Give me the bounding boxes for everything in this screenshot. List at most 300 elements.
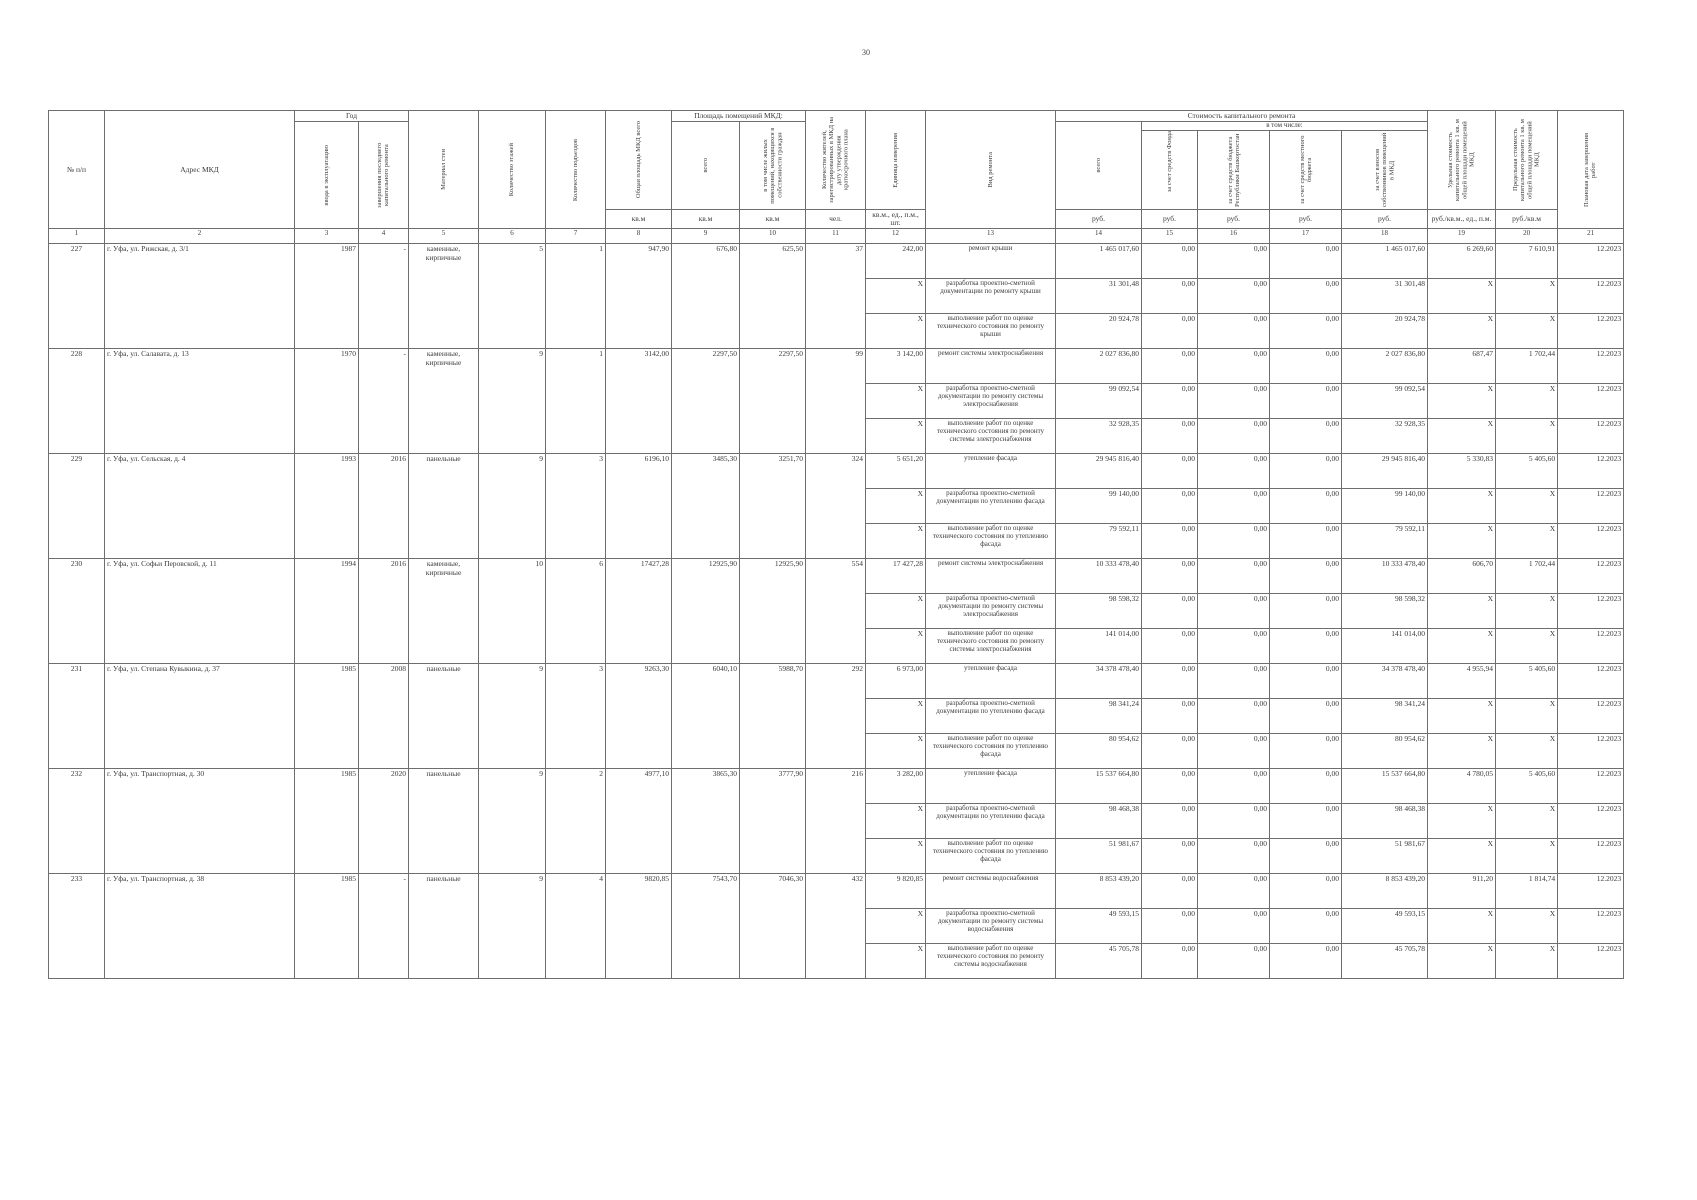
cost-total-cell: 20 924,78	[1056, 314, 1142, 349]
specific-cost-cell: 606,70	[1428, 559, 1496, 594]
plan-date-cell: 12.2023	[1558, 559, 1624, 594]
year-last-repair-cell: -	[359, 349, 409, 454]
cost-local-cell: 0,00	[1270, 769, 1342, 804]
cost-total-cell: 10 333 478,40	[1056, 559, 1142, 594]
cost-owners-cell: 80 954,62	[1342, 734, 1428, 769]
cost-fund-cell: 0,00	[1142, 734, 1198, 769]
max-cost-cell: X	[1496, 944, 1558, 979]
specific-cost-cell: 6 269,60	[1428, 244, 1496, 279]
unit-specific-cost: руб./кв.м., ед., п.м.	[1428, 209, 1496, 229]
max-cost-cell: 1 702,44	[1496, 559, 1558, 594]
entrances-cell: 6	[546, 559, 606, 664]
table-header	[49, 111, 1624, 244]
cost-fund-cell: 0,00	[1142, 244, 1198, 279]
header-premises-area: Площадь помещений МКД:	[672, 111, 806, 122]
specific-cost-cell: X	[1428, 699, 1496, 734]
max-cost-cell: X	[1496, 629, 1558, 664]
column-number: 2	[105, 229, 295, 244]
cost-owners-cell: 32 928,35	[1342, 419, 1428, 454]
header-unit: Единица измерения	[866, 111, 926, 210]
max-cost-cell: X	[1496, 804, 1558, 839]
cost-fund-cell: 0,00	[1142, 279, 1198, 314]
cost-owners-cell: 45 705,78	[1342, 944, 1428, 979]
unit-value-cell: X	[866, 909, 926, 944]
cost-total-cell: 49 593,15	[1056, 909, 1142, 944]
cost-owners-cell: 49 593,15	[1342, 909, 1428, 944]
max-cost-cell: X	[1496, 839, 1558, 874]
plan-date-cell: 12.2023	[1558, 419, 1624, 454]
unit-value-cell: X	[866, 944, 926, 979]
cost-fund-cell: 0,00	[1142, 909, 1198, 944]
repair-type-cell: разработка проектно-сметной документации по утеплению фасада	[926, 489, 1056, 524]
cost-local-cell: 0,00	[1270, 839, 1342, 874]
plan-date-cell: 12.2023	[1558, 909, 1624, 944]
max-cost-cell: X	[1496, 279, 1558, 314]
cost-local-cell: 0,00	[1270, 909, 1342, 944]
specific-cost-cell: 4 955,94	[1428, 664, 1496, 699]
entrances-cell: 3	[546, 454, 606, 559]
header-year-commission: ввода в эксплуатацию	[295, 122, 359, 229]
repair-type-cell: разработка проектно-сметной документации по утеплению фасада	[926, 804, 1056, 839]
unit-unit: кв.м., ед., п.м., шт.	[866, 209, 926, 229]
cost-republic-cell: 0,00	[1198, 699, 1270, 734]
max-cost-cell: 5 405,60	[1496, 769, 1558, 804]
plan-date-cell: 12.2023	[1558, 279, 1624, 314]
unit-value-cell: X	[866, 489, 926, 524]
table-row	[49, 664, 1624, 699]
plan-date-cell: 12.2023	[1558, 874, 1624, 909]
cost-total-cell: 141 014,00	[1056, 629, 1142, 664]
cost-owners-cell: 99 092,54	[1342, 384, 1428, 419]
year-last-repair-cell: -	[359, 874, 409, 979]
cost-owners-cell: 31 301,48	[1342, 279, 1428, 314]
year-commission-cell: 1985	[295, 664, 359, 769]
repair-type-cell: разработка проектно-сметной документации по ремонту крыши	[926, 279, 1056, 314]
cost-total-cell: 98 341,24	[1056, 699, 1142, 734]
max-cost-cell: 7 610,91	[1496, 244, 1558, 279]
total-area-cell: 3142,00	[606, 349, 672, 454]
cost-local-cell: 0,00	[1270, 594, 1342, 629]
cost-owners-cell: 79 592,11	[1342, 524, 1428, 559]
premises-residential-cell: 12925,90	[740, 559, 806, 664]
floors-cell: 5	[479, 244, 546, 349]
cost-owners-cell: 34 378 478,40	[1342, 664, 1428, 699]
unit-value-cell: X	[866, 384, 926, 419]
unit-value-cell: 5 651,20	[866, 454, 926, 489]
cost-local-cell: 0,00	[1270, 664, 1342, 699]
total-area-cell: 17427,28	[606, 559, 672, 664]
header-entrances: Количество подъездов	[546, 111, 606, 229]
cost-local-cell: 0,00	[1270, 524, 1342, 559]
unit-value-cell: X	[866, 839, 926, 874]
entrances-cell: 3	[546, 664, 606, 769]
repair-type-cell: разработка проектно-сметной документации по ремонту системы электроснабжения	[926, 594, 1056, 629]
unit-value-cell: 6 973,00	[866, 664, 926, 699]
unit-cost-total: руб.	[1056, 209, 1142, 229]
cost-republic-cell: 0,00	[1198, 734, 1270, 769]
specific-cost-cell: X	[1428, 909, 1496, 944]
cost-total-cell: 45 705,78	[1056, 944, 1142, 979]
premises-total-cell: 3865,30	[672, 769, 740, 874]
row-number: 231	[49, 664, 105, 769]
year-commission-cell: 1993	[295, 454, 359, 559]
column-number: 1	[49, 229, 105, 244]
cost-owners-cell: 1 465 017,60	[1342, 244, 1428, 279]
repair-type-cell: выполнение работ по оценке технического состояния по ремонту крыши	[926, 314, 1056, 349]
cost-republic-cell: 0,00	[1198, 629, 1270, 664]
plan-date-cell: 12.2023	[1558, 769, 1624, 804]
column-number: 20	[1496, 229, 1558, 244]
premises-total-cell: 6040,10	[672, 664, 740, 769]
cost-local-cell: 0,00	[1270, 489, 1342, 524]
repair-type-cell: ремонт системы электроснабжения	[926, 559, 1056, 594]
cost-owners-cell: 141 014,00	[1342, 629, 1428, 664]
table-row	[49, 454, 1624, 489]
unit-cost-republic: руб.	[1198, 209, 1270, 229]
cost-total-cell: 34 378 478,40	[1056, 664, 1142, 699]
header-wall-material: Материал стен	[409, 111, 479, 229]
max-cost-cell: X	[1496, 594, 1558, 629]
plan-date-cell: 12.2023	[1558, 839, 1624, 874]
column-number: 6	[479, 229, 546, 244]
plan-date-cell: 12.2023	[1558, 454, 1624, 489]
floors-cell: 9	[479, 349, 546, 454]
cost-total-cell: 51 981,67	[1056, 839, 1142, 874]
max-cost-cell: X	[1496, 734, 1558, 769]
plan-date-cell: 12.2023	[1558, 244, 1624, 279]
cost-local-cell: 0,00	[1270, 734, 1342, 769]
wall-material-cell: каменные, кирпичные	[409, 244, 479, 349]
entrances-cell: 1	[546, 349, 606, 454]
header-plan-date: Плановая дата завершения работ	[1558, 111, 1624, 229]
cost-fund-cell: 0,00	[1142, 594, 1198, 629]
cost-republic-cell: 0,00	[1198, 664, 1270, 699]
cost-fund-cell: 0,00	[1142, 874, 1198, 909]
year-last-repair-cell: 2016	[359, 454, 409, 559]
cost-owners-cell: 98 341,24	[1342, 699, 1428, 734]
specific-cost-cell: X	[1428, 594, 1496, 629]
address-cell: г. Уфа, ул. Сельская, д. 4	[105, 454, 295, 559]
year-commission-cell: 1994	[295, 559, 359, 664]
cost-total-cell: 29 945 816,40	[1056, 454, 1142, 489]
max-cost-cell: X	[1496, 489, 1558, 524]
plan-date-cell: 12.2023	[1558, 524, 1624, 559]
cost-republic-cell: 0,00	[1198, 419, 1270, 454]
cost-republic-cell: 0,00	[1198, 314, 1270, 349]
unit-cost-owners: руб.	[1342, 209, 1428, 229]
cost-republic-cell: 0,00	[1198, 279, 1270, 314]
cost-owners-cell: 98 598,32	[1342, 594, 1428, 629]
specific-cost-cell: 5 330,83	[1428, 454, 1496, 489]
residents-cell: 99	[806, 349, 866, 454]
cost-local-cell: 0,00	[1270, 314, 1342, 349]
unit-value-cell: X	[866, 804, 926, 839]
unit-value-cell: 17 427,28	[866, 559, 926, 594]
premises-total-cell: 3485,30	[672, 454, 740, 559]
plan-date-cell: 12.2023	[1558, 314, 1624, 349]
cost-total-cell: 32 928,35	[1056, 419, 1142, 454]
header-total-area: Общая площадь МКД всего	[606, 111, 672, 210]
cost-fund-cell: 0,00	[1142, 524, 1198, 559]
specific-cost-cell: X	[1428, 489, 1496, 524]
header-cost-total: всего	[1056, 122, 1142, 210]
plan-date-cell: 12.2023	[1558, 734, 1624, 769]
cost-local-cell: 0,00	[1270, 559, 1342, 594]
residents-cell: 37	[806, 244, 866, 349]
cost-local-cell: 0,00	[1270, 384, 1342, 419]
cost-local-cell: 0,00	[1270, 349, 1342, 384]
cost-owners-cell: 99 140,00	[1342, 489, 1428, 524]
residents-cell: 292	[806, 664, 866, 769]
table-row	[49, 559, 1624, 594]
floors-cell: 9	[479, 769, 546, 874]
repair-type-cell: выполнение работ по оценке технического состояния по утеплению фасада	[926, 839, 1056, 874]
column-number: 19	[1428, 229, 1496, 244]
repair-type-cell: выполнение работ по оценке технического состояния по утеплению фасада	[926, 734, 1056, 769]
plan-date-cell: 12.2023	[1558, 594, 1624, 629]
column-number: 17	[1270, 229, 1342, 244]
specific-cost-cell: X	[1428, 419, 1496, 454]
unit-value-cell: 3 282,00	[866, 769, 926, 804]
cost-local-cell: 0,00	[1270, 629, 1342, 664]
column-number: 4	[359, 229, 409, 244]
cost-local-cell: 0,00	[1270, 454, 1342, 489]
repair-type-cell: выполнение работ по оценке технического состояния по ремонту системы водоснабжения	[926, 944, 1056, 979]
cost-total-cell: 15 537 664,80	[1056, 769, 1142, 804]
total-area-cell: 947,90	[606, 244, 672, 349]
cost-local-cell: 0,00	[1270, 419, 1342, 454]
unit-residents: чел.	[806, 209, 866, 229]
cost-local-cell: 0,00	[1270, 874, 1342, 909]
cost-fund-cell: 0,00	[1142, 384, 1198, 419]
premises-total-cell: 676,80	[672, 244, 740, 349]
residents-cell: 216	[806, 769, 866, 874]
specific-cost-cell: 4 780,05	[1428, 769, 1496, 804]
cost-owners-cell: 51 981,67	[1342, 839, 1428, 874]
cost-republic-cell: 0,00	[1198, 454, 1270, 489]
cost-republic-cell: 0,00	[1198, 384, 1270, 419]
max-cost-cell: X	[1496, 419, 1558, 454]
row-number: 229	[49, 454, 105, 559]
wall-material-cell: панельные	[409, 454, 479, 559]
cost-total-cell: 79 592,11	[1056, 524, 1142, 559]
year-commission-cell: 1985	[295, 874, 359, 979]
cost-total-cell: 99 140,00	[1056, 489, 1142, 524]
entrances-cell: 4	[546, 874, 606, 979]
wall-material-cell: панельные	[409, 769, 479, 874]
cost-republic-cell: 0,00	[1198, 839, 1270, 874]
row-number: 227	[49, 244, 105, 349]
plan-date-cell: 12.2023	[1558, 384, 1624, 419]
cost-fund-cell: 0,00	[1142, 629, 1198, 664]
page-number: 30	[862, 48, 870, 57]
specific-cost-cell: X	[1428, 944, 1496, 979]
header-cost: Стоимость капитального ремонта	[1056, 111, 1428, 122]
cost-total-cell: 98 598,32	[1056, 594, 1142, 629]
specific-cost-cell: X	[1428, 524, 1496, 559]
total-area-cell: 9820,85	[606, 874, 672, 979]
year-commission-cell: 1985	[295, 769, 359, 874]
residents-cell: 324	[806, 454, 866, 559]
column-number: 18	[1342, 229, 1428, 244]
max-cost-cell: 5 405,60	[1496, 454, 1558, 489]
specific-cost-cell: 911,20	[1428, 874, 1496, 909]
year-last-repair-cell: 2008	[359, 664, 409, 769]
header-floors: Количество этажей	[479, 111, 546, 229]
cost-total-cell: 1 465 017,60	[1056, 244, 1142, 279]
premises-total-cell: 12925,90	[672, 559, 740, 664]
year-commission-cell: 1970	[295, 349, 359, 454]
repair-type-cell: выполнение работ по оценке технического состояния по ремонту системы электроснабжения	[926, 419, 1056, 454]
total-area-cell: 9263,30	[606, 664, 672, 769]
specific-cost-cell: X	[1428, 279, 1496, 314]
address-cell: г. Уфа, ул. Софьи Перовской, д. 11	[105, 559, 295, 664]
cost-fund-cell: 0,00	[1142, 944, 1198, 979]
total-area-cell: 6196,10	[606, 454, 672, 559]
max-cost-cell: 1 702,44	[1496, 349, 1558, 384]
header-residents: Количество жителей, зарегистрированных в МКД на дату утверждения краткосрочного плана	[806, 111, 866, 210]
specific-cost-cell: X	[1428, 734, 1496, 769]
cost-local-cell: 0,00	[1270, 279, 1342, 314]
unit-value-cell: 3 142,00	[866, 349, 926, 384]
max-cost-cell: X	[1496, 314, 1558, 349]
unit-value-cell: X	[866, 734, 926, 769]
unit-value-cell: 9 820,85	[866, 874, 926, 909]
repair-type-cell: выполнение работ по оценке технического состояния по ремонту системы электроснабжения	[926, 629, 1056, 664]
unit-premises-total: кв.м	[672, 209, 740, 229]
cost-owners-cell: 15 537 664,80	[1342, 769, 1428, 804]
premises-residential-cell: 7046,30	[740, 874, 806, 979]
cost-owners-cell: 20 924,78	[1342, 314, 1428, 349]
column-number-row	[49, 229, 1624, 244]
repair-type-cell: разработка проектно-сметной документации по утеплению фасада	[926, 699, 1056, 734]
plan-date-cell: 12.2023	[1558, 629, 1624, 664]
cost-fund-cell: 0,00	[1142, 804, 1198, 839]
cost-total-cell: 99 092,54	[1056, 384, 1142, 419]
plan-date-cell: 12.2023	[1558, 944, 1624, 979]
row-number: 233	[49, 874, 105, 979]
repair-type-cell: разработка проектно-сметной документации по ремонту системы водоснабжения	[926, 909, 1056, 944]
repair-type-cell: утепление фасада	[926, 664, 1056, 699]
header-cost-fund: за счет средств Фонда	[1142, 131, 1198, 209]
header-cost-incl	[1142, 122, 1428, 210]
cost-republic-cell: 0,00	[1198, 349, 1270, 384]
unit-cost-local: руб.	[1270, 209, 1342, 229]
column-number: 8	[606, 229, 672, 244]
row-number: 230	[49, 559, 105, 664]
max-cost-cell: 1 814,74	[1496, 874, 1558, 909]
unit-max-cost: руб./кв.м	[1496, 209, 1558, 229]
cost-fund-cell: 0,00	[1142, 314, 1198, 349]
cost-total-cell: 8 853 439,20	[1056, 874, 1142, 909]
header-repair-type: Вид ремонта	[926, 111, 1056, 229]
max-cost-cell: X	[1496, 524, 1558, 559]
premises-residential-cell: 3777,90	[740, 769, 806, 874]
specific-cost-cell: 687,47	[1428, 349, 1496, 384]
entrances-cell: 1	[546, 244, 606, 349]
cost-local-cell: 0,00	[1270, 244, 1342, 279]
cost-republic-cell: 0,00	[1198, 944, 1270, 979]
cost-republic-cell: 0,00	[1198, 909, 1270, 944]
header-address: Адрес МКД	[105, 111, 295, 229]
specific-cost-cell: X	[1428, 314, 1496, 349]
cost-republic-cell: 0,00	[1198, 874, 1270, 909]
residents-cell: 432	[806, 874, 866, 979]
unit-premises-residential: кв.м	[740, 209, 806, 229]
year-last-repair-cell: -	[359, 244, 409, 349]
unit-value-cell: X	[866, 699, 926, 734]
unit-value-cell: X	[866, 279, 926, 314]
header-year: Год	[295, 111, 409, 122]
floors-cell: 9	[479, 874, 546, 979]
max-cost-cell: X	[1496, 699, 1558, 734]
header-premises-total: всего	[672, 122, 740, 210]
header-max-cost: Предельная стоимость капитального ремонта 1 кв. м общей площади помещений МКД	[1496, 111, 1558, 210]
column-number: 12	[866, 229, 926, 244]
repair-type-cell: ремонт крыши	[926, 244, 1056, 279]
cost-fund-cell: 0,00	[1142, 454, 1198, 489]
cost-local-cell: 0,00	[1270, 804, 1342, 839]
repair-type-cell: ремонт системы электроснабжения	[926, 349, 1056, 384]
column-number: 14	[1056, 229, 1142, 244]
wall-material-cell: панельные	[409, 874, 479, 979]
column-number: 13	[926, 229, 1056, 244]
column-number: 16	[1198, 229, 1270, 244]
table-row	[49, 874, 1624, 909]
column-number: 15	[1142, 229, 1198, 244]
unit-value-cell: X	[866, 629, 926, 664]
address-cell: г. Уфа, ул. Салавата, д. 13	[105, 349, 295, 454]
plan-date-cell: 12.2023	[1558, 804, 1624, 839]
column-number: 11	[806, 229, 866, 244]
cost-fund-cell: 0,00	[1142, 349, 1198, 384]
max-cost-cell: X	[1496, 384, 1558, 419]
cost-owners-cell: 29 945 816,40	[1342, 454, 1428, 489]
year-last-repair-cell: 2016	[359, 559, 409, 664]
address-cell: г. Уфа, ул. Степана Кувыкина, д. 37	[105, 664, 295, 769]
cost-total-cell: 2 027 836,80	[1056, 349, 1142, 384]
repair-type-cell: утепление фасада	[926, 769, 1056, 804]
cost-republic-cell: 0,00	[1198, 804, 1270, 839]
plan-date-cell: 12.2023	[1558, 489, 1624, 524]
premises-residential-cell: 5988,70	[740, 664, 806, 769]
year-last-repair-cell: 2020	[359, 769, 409, 874]
premises-residential-cell: 2297,50	[740, 349, 806, 454]
column-number: 5	[409, 229, 479, 244]
repair-plan-table	[48, 110, 1624, 979]
plan-date-cell: 12.2023	[1558, 664, 1624, 699]
plan-date-cell: 12.2023	[1558, 349, 1624, 384]
repair-type-cell: ремонт системы водоснабжения	[926, 874, 1056, 909]
row-number: 228	[49, 349, 105, 454]
specific-cost-cell: X	[1428, 839, 1496, 874]
wall-material-cell: панельные	[409, 664, 479, 769]
premises-residential-cell: 3251,70	[740, 454, 806, 559]
cost-fund-cell: 0,00	[1142, 419, 1198, 454]
total-area-cell: 4977,10	[606, 769, 672, 874]
cost-fund-cell: 0,00	[1142, 664, 1198, 699]
cost-owners-cell: 98 468,38	[1342, 804, 1428, 839]
table-body	[49, 244, 1624, 979]
table-row	[49, 244, 1624, 279]
unit-total-area: кв.м	[606, 209, 672, 229]
cost-local-cell: 0,00	[1270, 944, 1342, 979]
cost-republic-cell: 0,00	[1198, 594, 1270, 629]
wall-material-cell: каменные, кирпичные	[409, 559, 479, 664]
cost-fund-cell: 0,00	[1142, 769, 1198, 804]
plan-date-cell: 12.2023	[1558, 699, 1624, 734]
header-premises-residential: в том числе жилых помещений, находящихся в собственности граждан	[740, 122, 806, 210]
